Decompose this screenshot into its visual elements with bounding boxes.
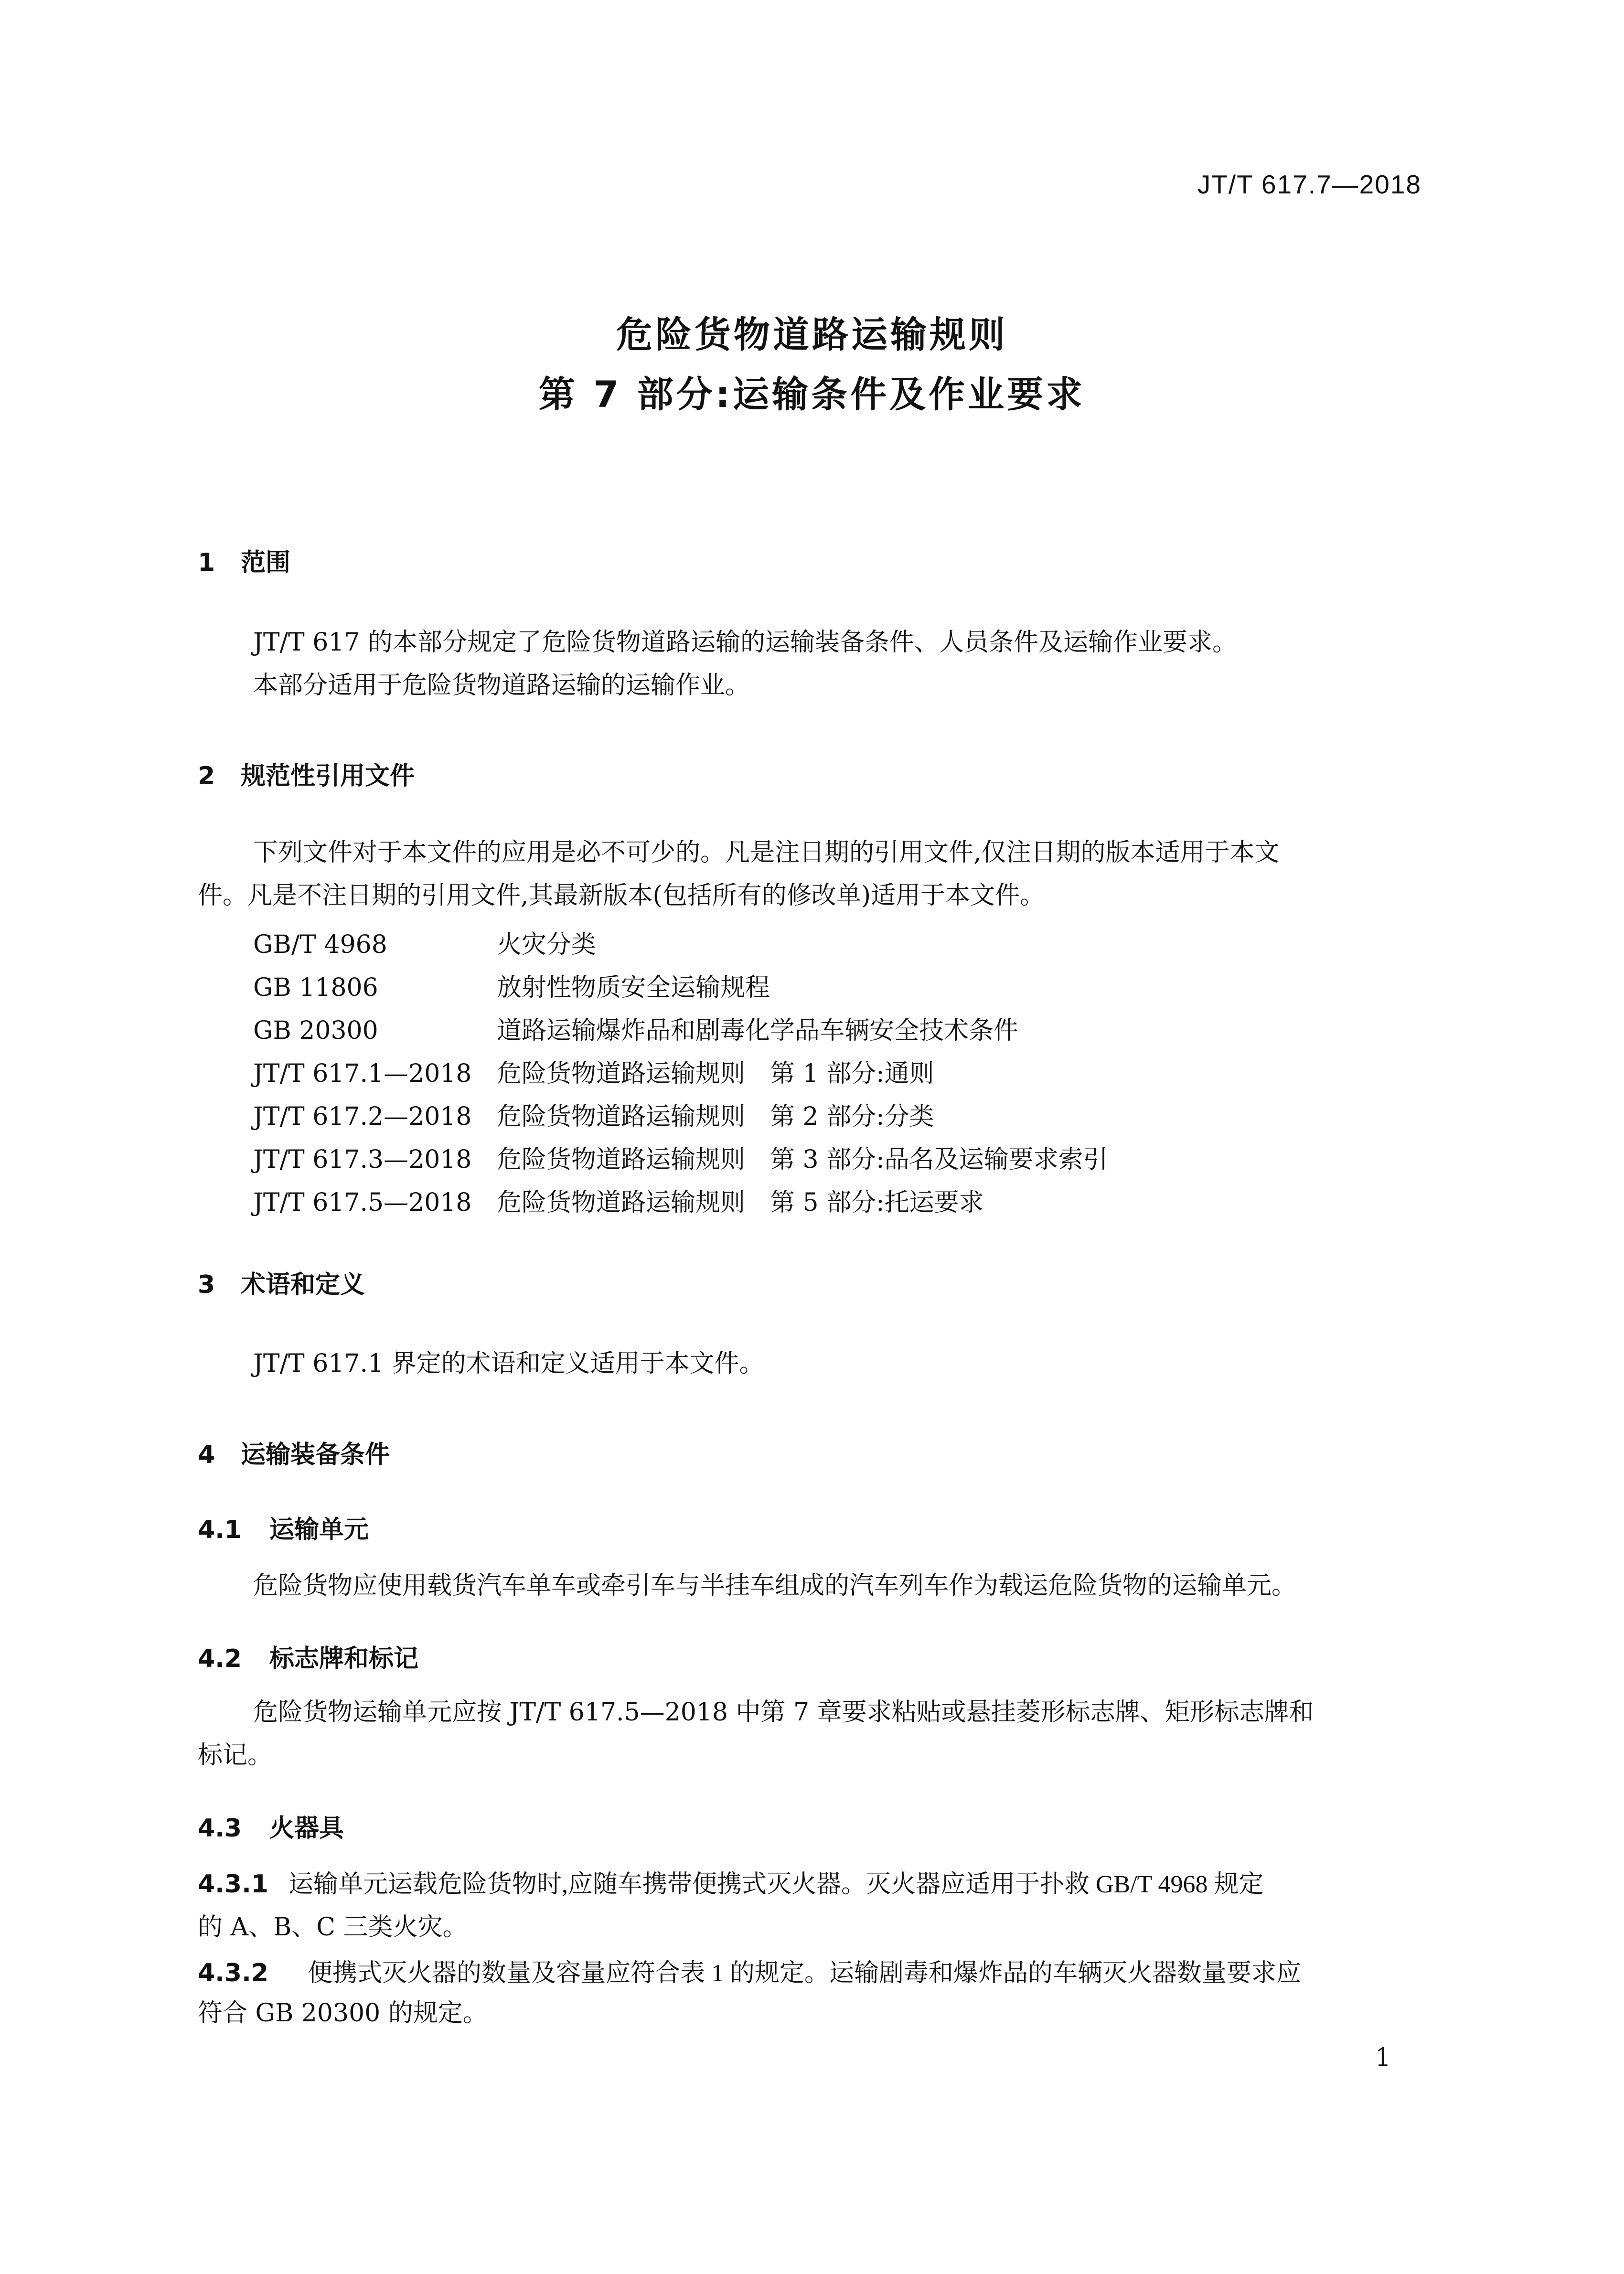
section-heading-normative-references <box>198 756 415 791</box>
paragraph: 标记。 <box>198 1741 273 1770</box>
section-number: 2 <box>198 762 215 790</box>
clause-text: 便携式灭火器的数量及容量应符合表 1 的规定。运输剧毒和爆炸品的车辆灭火器数量要求应 <box>308 1960 1302 1987</box>
reference-title: 火灾分类 <box>497 930 597 959</box>
reference-code: JT/T 617.1—2018 <box>253 1059 472 1088</box>
clause-number: 4.3.2 <box>198 1959 269 1987</box>
subsection-heading-transport-unit <box>198 1509 369 1545</box>
subsection-heading-fire-equipment <box>198 1808 344 1844</box>
reference-row <box>253 967 770 1003</box>
reference-row <box>253 924 596 960</box>
section-title: 范围 <box>241 548 291 577</box>
reference-title: 危险货物道路运输规则 第 1 部分:通则 <box>497 1059 934 1088</box>
section-number: 3 <box>198 1270 215 1299</box>
reference-row <box>253 1182 984 1218</box>
reference-row <box>253 1139 1108 1175</box>
reference-title: 放射性物质安全运输规程 <box>497 973 770 1002</box>
section-number: 4 <box>198 1441 215 1469</box>
subsection-heading-placards <box>198 1638 418 1674</box>
paragraph: 件。凡是不注日期的引用文件,其最新版本(包括所有的修改单)适用于本文件。 <box>198 881 1045 910</box>
paragraph: 危险货物运输单元应按 JT/T 617.5—2018 中第 7 章要求粘贴或悬挂菱形标志牌、矩形标志牌和 <box>253 1698 1314 1727</box>
reference-code: GB 11806 <box>253 973 378 1002</box>
standard-code: JT/T 617.7—2018 <box>1197 170 1421 199</box>
subsection-title: 标志牌和标记 <box>269 1644 419 1673</box>
section-title: 术语和定义 <box>241 1270 365 1299</box>
reference-row <box>253 1096 934 1132</box>
clause-number: 4.3.1 <box>198 1870 269 1899</box>
paragraph: 本部分适用于危险货物道路运输的运输作业。 <box>253 671 750 700</box>
reference-title: 道路运输爆炸品和剧毒化学品车辆安全技术条件 <box>497 1016 1019 1045</box>
reference-code: JT/T 617.5—2018 <box>253 1188 472 1217</box>
reference-row <box>253 1010 1018 1046</box>
section-title: 规范性引用文件 <box>241 762 415 790</box>
clause-4-3-2 <box>198 1953 1301 1988</box>
page-number: 1 <box>1375 2043 1391 2072</box>
section-title: 运输装备条件 <box>241 1441 390 1469</box>
reference-code: GB/T 4968 <box>253 930 387 959</box>
reference-code: JT/T 617.2—2018 <box>253 1102 472 1131</box>
subsection-title: 运输单元 <box>269 1516 369 1544</box>
clause-4-3-1 <box>198 1864 1264 1900</box>
subsection-number: 4.2 <box>198 1644 242 1673</box>
section-heading-terms <box>198 1264 365 1300</box>
reference-code: GB 20300 <box>253 1016 378 1045</box>
reference-row <box>253 1053 934 1089</box>
paragraph: 危险货物应使用载货汽车单车或牵引车与半挂车组成的汽车列车作为载运危险货物的运输单元。 <box>253 1571 1297 1600</box>
clause-text: 运输单元运载危险货物时,应随车携带便携式灭火器。灭火器应适用于扑救 GB/T 4968 规定 <box>288 1871 1264 1898</box>
section-heading-scope <box>198 542 290 578</box>
section-heading-equipment <box>198 1434 390 1470</box>
reference-code: JT/T 617.3—2018 <box>253 1145 472 1174</box>
subsection-title: 火器具 <box>269 1814 344 1843</box>
paragraph: JT/T 617.1 界定的术语和定义适用于本文件。 <box>253 1349 764 1378</box>
subsection-number: 4.3 <box>198 1814 242 1843</box>
subsection-number: 4.1 <box>198 1516 242 1544</box>
paragraph: 符合 GB 20300 的规定。 <box>198 1999 488 2028</box>
section-number: 1 <box>198 548 215 577</box>
reference-title: 危险货物道路运输规则 第 2 部分:分类 <box>497 1102 934 1131</box>
reference-title: 危险货物道路运输规则 第 3 部分:品名及运输要求索引 <box>497 1145 1108 1174</box>
reference-title: 危险货物道路运输规则 第 5 部分:托运要求 <box>497 1188 984 1217</box>
paragraph: 下列文件对于本文件的应用是必不可少的。凡是注日期的引用文件,仅注日期的版本适用于本文 <box>253 838 1280 867</box>
document-subtitle: 第 7 部分:运输条件及作业要求 <box>538 373 1086 416</box>
paragraph: JT/T 617 的本部分规定了危险货物道路运输的运输装备条件、人员条件及运输作业要求。 <box>253 628 1238 657</box>
paragraph: 的 A、B、C 三类火灾。 <box>198 1913 468 1942</box>
document-title: 危险货物道路运输规则 <box>616 313 1008 356</box>
